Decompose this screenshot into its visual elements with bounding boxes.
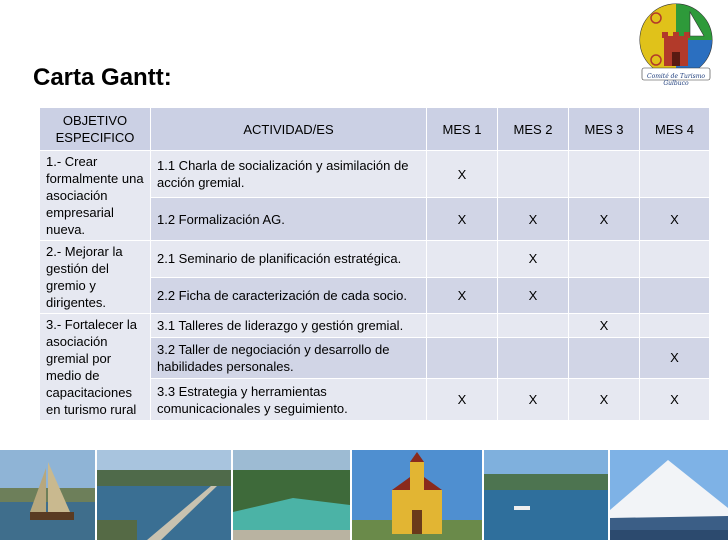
month-cell xyxy=(498,151,569,198)
activity-cell: 2.2 Ficha de caracterización de cada socio. xyxy=(151,277,427,314)
month-1-header: MES 1 xyxy=(427,108,498,151)
month-cell: X xyxy=(427,277,498,314)
sailboat-photo xyxy=(0,450,95,540)
month-2-header: MES 2 xyxy=(498,108,569,151)
month-cell xyxy=(640,241,710,278)
gantt-table xyxy=(39,107,710,421)
church-photo xyxy=(352,450,482,540)
month-cell: X xyxy=(640,198,710,241)
activity-cell: 3.1 Talleres de liderazgo y gestión gremial. xyxy=(151,314,427,338)
objective-cell: 2.- Mejorar la gestión del gremio y dirigentes. xyxy=(40,241,151,314)
month-cell: X xyxy=(569,198,640,241)
month-cell: X xyxy=(498,198,569,241)
month-cell xyxy=(427,241,498,278)
month-cell xyxy=(640,314,710,338)
bay-photo xyxy=(484,450,608,540)
activity-cell: 3.2 Taller de negociación y desarrollo de habilidades personales. xyxy=(151,337,427,379)
photo-strip xyxy=(0,450,728,546)
page-title: Carta Gantt: xyxy=(33,64,172,91)
month-cell: X xyxy=(427,379,498,421)
objective-cell: 3.- Fortalecer la asociación gremial por medio de capacitaciones en turismo rural xyxy=(40,314,151,421)
table-row xyxy=(40,314,710,338)
month-cell: X xyxy=(569,379,640,421)
month-cell xyxy=(427,337,498,379)
table-row xyxy=(40,151,710,198)
month-cell: X xyxy=(640,337,710,379)
header-row xyxy=(40,108,710,151)
activity-cell: 1.1 Charla de socialización y asimilación de acción gremial. xyxy=(151,151,427,198)
month-cell: X xyxy=(569,314,640,338)
activity-cell: 1.2 Formalización AG. xyxy=(151,198,427,241)
month-cell: X xyxy=(427,198,498,241)
month-cell: X xyxy=(498,241,569,278)
logo-caption: Comité de Turismo Gulbuco xyxy=(646,73,705,87)
month-cell: X xyxy=(640,379,710,421)
month-cell: X xyxy=(498,379,569,421)
objective-cell: 1.- Crear formalmente una asociación empresarial nueva. xyxy=(40,151,151,241)
activity-header: ACTIVIDAD/ES xyxy=(151,108,427,151)
activity-cell: 3.3 Estrategia y herramientas comunicacionales y seguimiento. xyxy=(151,379,427,421)
month-3-header: MES 3 xyxy=(569,108,640,151)
bridge-photo xyxy=(97,450,231,540)
month-cell xyxy=(640,277,710,314)
month-cell: X xyxy=(427,151,498,198)
committee-logo xyxy=(638,2,714,84)
activity-cell: 2.1 Seminario de planificación estratégica. xyxy=(151,241,427,278)
month-cell xyxy=(427,314,498,338)
month-cell: X xyxy=(498,277,569,314)
month-cell xyxy=(569,337,640,379)
month-cell xyxy=(498,337,569,379)
month-cell xyxy=(569,151,640,198)
river-photo xyxy=(233,450,350,540)
table-row xyxy=(40,241,710,278)
month-4-header: MES 4 xyxy=(640,108,710,151)
volcano-photo xyxy=(610,450,728,540)
objective-header: OBJETIVO ESPECIFICO xyxy=(40,108,151,151)
month-cell xyxy=(640,151,710,198)
month-cell xyxy=(569,241,640,278)
month-cell xyxy=(569,277,640,314)
month-cell xyxy=(498,314,569,338)
